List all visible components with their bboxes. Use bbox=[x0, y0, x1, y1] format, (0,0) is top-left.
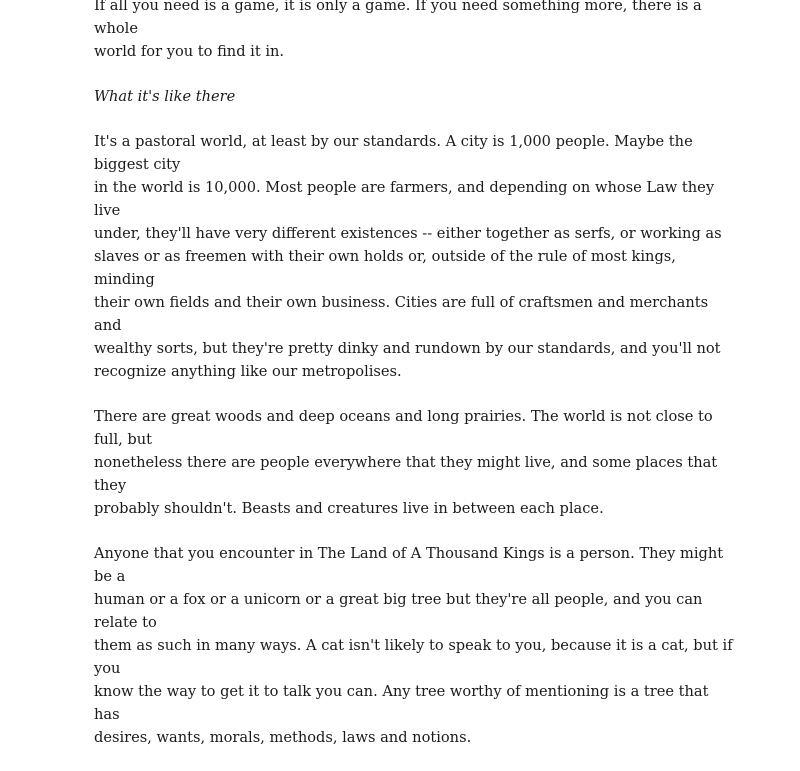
text-line: under, they'll have very different existences -- either together as serfs, or working as bbox=[94, 225, 722, 242]
text-line: Anyone that you encounter in The Land of A Thousand Kings is a person. They might be a bbox=[94, 545, 724, 585]
text-line: If all you need is a game, it is only a game. If you need something more, there is a whole bbox=[94, 0, 702, 37]
text-line: human or a fox or a unicorn or a great big tree but they're all people, and you can relate to bbox=[94, 591, 703, 631]
text-line: recognize anything like our metropolises. bbox=[94, 363, 402, 380]
text-line: them as such in many ways. A cat isn't likely to speak to you, because it is a cat, but if you bbox=[94, 637, 733, 677]
section-heading: What it's like there bbox=[94, 88, 236, 105]
text-line: wealthy sorts, but they're pretty dinky and rundown by our standards, and you'll not bbox=[94, 340, 721, 357]
text-line: desires, wants, morals, methods, laws and notions. bbox=[94, 729, 472, 746]
text-line: know the way to get it to talk you can. Any tree worthy of mentioning is a tree that has bbox=[94, 683, 709, 723]
text-line: probably shouldn't. Beasts and creatures live in between each place. bbox=[94, 500, 604, 517]
people-paragraph bbox=[94, 542, 734, 749]
text-line: It's a pastoral world, at least by our standards. A city is 1,000 people. Maybe the biggest city bbox=[94, 133, 693, 173]
text-line: their own fields and their own business. Cities are full of craftsmen and merchants and bbox=[94, 294, 709, 334]
text-line: in the world is 10,000. Most people are farmers, and depending on whose Law they live bbox=[94, 179, 715, 219]
pastoral-paragraph bbox=[94, 130, 734, 383]
text-line: world for you to find it in. bbox=[94, 43, 285, 60]
intro-paragraph bbox=[94, 0, 734, 63]
geography-paragraph bbox=[94, 405, 734, 520]
text-line: slaves or as freemen with their own holds or, outside of the rule of most kings, minding bbox=[94, 248, 676, 288]
text-line: There are great woods and deep oceans and long prairies. The world is not close to full, but bbox=[94, 408, 713, 448]
text-line: nonetheless there are people everywhere that they might live, and some places that they bbox=[94, 454, 718, 494]
document-body bbox=[94, 0, 734, 771]
